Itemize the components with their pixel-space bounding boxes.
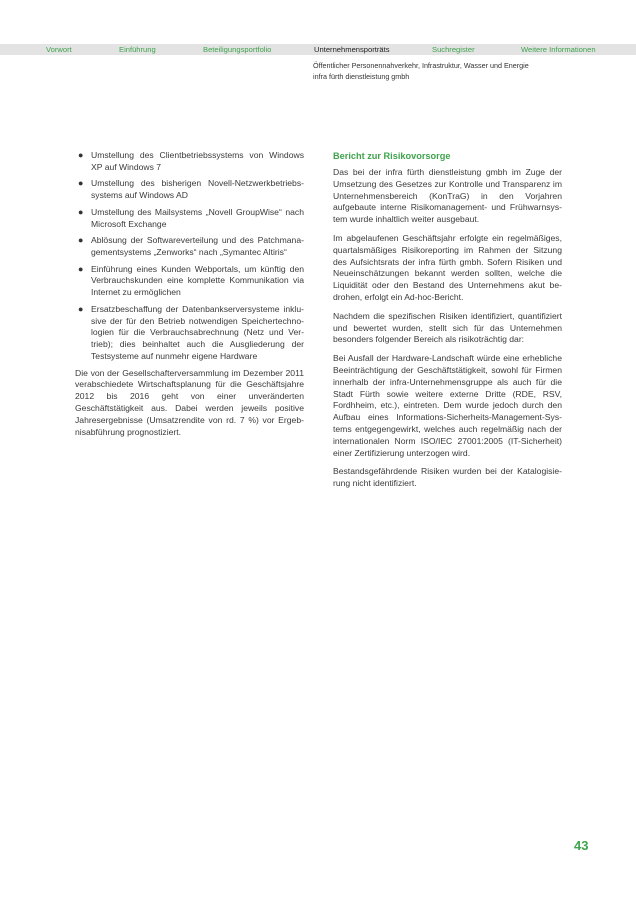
section-heading: Bericht zur Risikovorsorge: [333, 151, 451, 161]
bullet-icon: ●: [78, 263, 84, 274]
list-item: [75, 207, 304, 231]
body-paragraph: Bei Ausfall der Hardware-Landschaft würde eine erhebliche Beeinträchtigung der Geschäftstätigkeit, sowohl für Firmen innerhalb der infra-Unternehmensgruppe als auch für die Stadt Fürth sowie weitere externe Dritte (RDE, RSV, Fordhheim, etc.), eintreten. Dem wurde jedoch durch den Aufbau eines Informations-Sicherheits-Management-Systems entgegengewirkt, welches auch regelmäßig nach der internationalen Norm ISO/IEC 27001:2005 (IT-Sicherheit) einer Zertifizierung unterzogen wird.: [333, 353, 562, 458]
right-column: [333, 150, 562, 497]
list-item-text: Ersatzbeschaffung der Datenbankserversysteme inklusive der für den Betrieb notwendigen Speichertechnologien für die Verbrauchsabrechnung (Netz und Vertrieb); dies beinhaltet auch die Ausgliederung der Testsysteme auf nunmehr eigene Hardware: [91, 303, 304, 361]
bullet-icon: ●: [78, 235, 84, 246]
nav-item-weitere-informationen[interactable]: Weitere Informationen: [521, 45, 596, 54]
section-breadcrumb: [313, 60, 529, 82]
nav-item-suchregister[interactable]: Suchregister: [432, 45, 475, 54]
bullet-icon: ●: [78, 178, 84, 189]
nav-item-vorwort[interactable]: Vorwort: [46, 45, 72, 54]
list-item-text: Einführung eines Kunden Webportals, um künftig den Verbrauchskunden eine komplette Kommunikation via Internet zu ermöglichen: [91, 263, 304, 298]
list-item: [75, 235, 304, 259]
body-paragraph: Im abgelaufenen Geschäftsjahr erfolgte ein regelmäßiges, quartalsmäßiges Risikoreporting im Rahmen der Sitzung des Aufsichtsrats der infra fürth gmbh. Sofern Risiken und Neueinschätzungen bekannt werden sollten, welche die Liquidität oder den Bestand des Unternehmens akut bedrohen, erfolgt ein Ad-hoc-Bericht.: [333, 232, 562, 302]
list-item-text: Umstellung des bisherigen Novell-Netzwerkbetriebssystems auf Windows AD: [91, 178, 304, 201]
list-item: [75, 178, 304, 202]
body-paragraph: Bestandsgefährdende Risiken wurden bei der Katalogisierung nicht identifiziert.: [333, 466, 562, 489]
list-item-text: Umstellung des Mailsystems „Novell GroupWise“ nach Microsoft Exchange: [91, 206, 304, 229]
nav-item-beteiligungsportfolio[interactable]: Beteiligungsportfolio: [203, 45, 272, 54]
company-name: infra fürth dienstleistung gmbh: [313, 72, 410, 81]
list-item: [75, 264, 304, 299]
nav-item-unternehmensportraets[interactable]: Unternehmensporträts: [314, 45, 390, 54]
section-category: Öffentlicher Personennahverkehr, Infrastruktur, Wasser und Energie: [313, 61, 529, 70]
list-item-text: Ablösung der Softwareverteilung und des Patchmanagementsystems „Zenworks“ nach „Symantec Altiris“: [91, 235, 304, 257]
nav-item-einfuehrung[interactable]: Einführung: [119, 45, 156, 54]
list-item-text: Umstellung des Clientbetriebssystems von Windows XP auf Windows 7: [91, 150, 304, 172]
left-column: [75, 150, 304, 445]
it-measures-list: [75, 150, 304, 363]
body-paragraph: Das bei der infra fürth dienstleistung gmbh im Zuge der Umsetzung des Gesetzes zur Kontrolle und Transparenz im Unternehmensbereich (KonTraG) in den Vorjahren aufgebaute interne Risikomanagement- und Frühwarnsystem wurde inhaltlich weiter ausgebaut.: [333, 167, 562, 225]
bullet-icon: ●: [78, 150, 84, 160]
body-paragraph: Nachdem die spezifischen Risiken identifiziert, quantifiziert und bewertet wurden, stellt sich für das Unternehmen besonders folgender Bereich als risikoträchtig dar:: [333, 310, 562, 345]
top-navigation-bar: [0, 44, 636, 55]
business-plan-paragraph: Die von der Gesellschafterversammlung im Dezember 2011 verabschiedete Wirtschaftsplanung für die Geschäftsjahre 2012 bis 2016 geht von einer unveränderten Geschäftstätigkeit aus. Dabei werden jeweils positive Jahresergebnisse (Umsatzrendite von rd. 7 %) vor Ergebnisabführung prognostiziert.: [75, 367, 304, 437]
bullet-icon: ●: [78, 303, 84, 314]
page-number: 43: [574, 838, 589, 853]
bullet-icon: ●: [78, 206, 84, 217]
list-item: [75, 150, 304, 174]
list-item: [75, 304, 304, 363]
